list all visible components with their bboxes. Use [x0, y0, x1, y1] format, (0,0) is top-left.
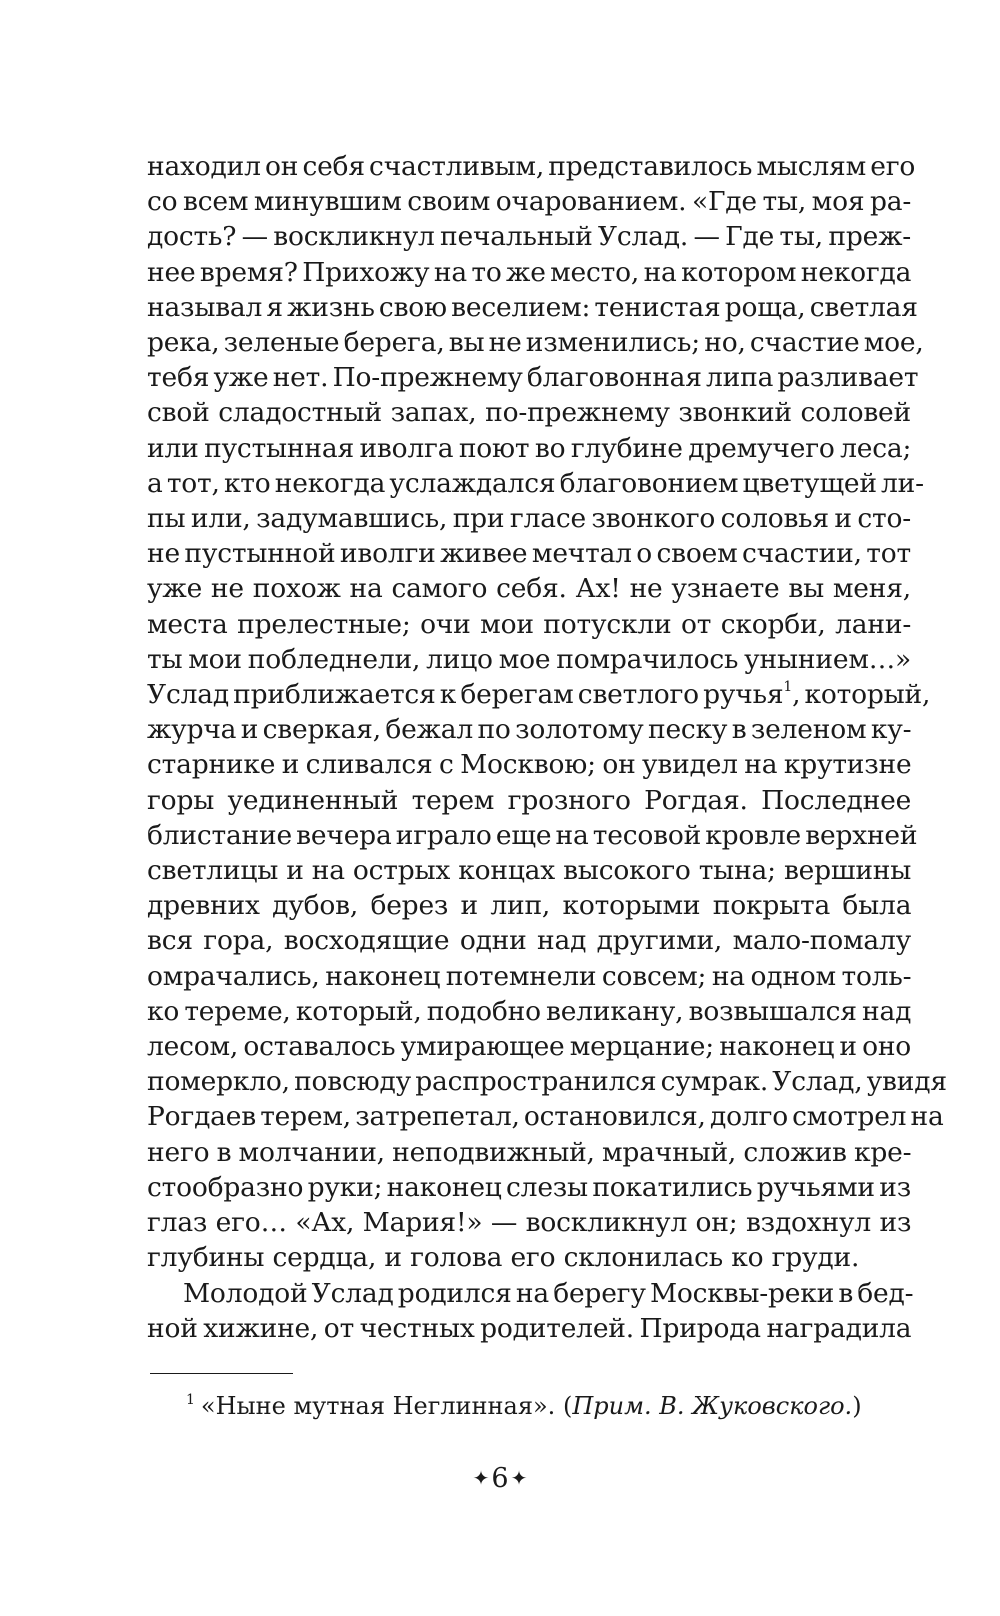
text-segment: , который, — [792, 679, 931, 711]
text-line: ной хижине, от честных родителей. Природа наградила — [147, 1312, 912, 1344]
paragraph-start-line: Молодой Услад родился на берегу Москвы-реки в бед- — [183, 1277, 914, 1309]
text-line: уже не похож на самого себя. Ах! не узнаете вы меня, — [147, 573, 911, 605]
text-line: померкло, повсюду распространился сумрак. Услад, увидя — [147, 1066, 947, 1098]
text-line: Рогдаев терем, затрепетал, остановился, долго смотрел на — [147, 1101, 944, 1133]
text-line: или пустынная иволга поют во глубине дремучего леса; — [147, 432, 912, 464]
footnote-text: «Ныне мутная Неглинная». ( — [200, 1392, 573, 1420]
text-line: ко тереме, который, подобно великану, возвышался над — [147, 995, 912, 1027]
ornament-right-icon: ✦ — [510, 1466, 528, 1490]
text-line: блистание вечера играло еще на тесовой кровле верхней — [147, 819, 918, 851]
page-number-value: 6 — [491, 1463, 509, 1494]
text-line: нее время? Прихожу на то же место, на котором некогда — [147, 256, 912, 288]
ornament-left-icon: ✦ — [472, 1466, 490, 1490]
text-line: старнике и сливался с Москвою; он увидел на крутизне — [147, 749, 912, 781]
footnote-attribution: Прим. В. Жуковского. — [572, 1392, 853, 1420]
footnote-divider — [150, 1373, 293, 1374]
text-line: свой сладостный запах, по-прежнему звонкий соловей — [147, 397, 911, 429]
footnote-mark: 1 — [186, 1392, 195, 1408]
footnote-close: ) — [852, 1392, 862, 1420]
text-line: древних дубов, берез и лип, которыми покрыта была — [147, 890, 912, 922]
text-line: дость? — воскликнул печальный Услад. — Где ты, преж- — [147, 221, 911, 253]
text-line: пы или, задумавшись, при гласе звонкого соловья и сто- — [147, 503, 911, 535]
text-line-with-footnote — [147, 677, 931, 712]
text-line: лесом, оставалось умирающее мерцание; наконец и оно — [147, 1031, 912, 1063]
text-line: тебя уже нет. По-прежнему благовонная липа разливает — [147, 362, 919, 394]
text-line: называл я жизнь свою веселием: тенистая роща, светлая — [147, 291, 918, 323]
page-number — [0, 1461, 1000, 1496]
paragraph-end-line: глубины сердца, и голова его склонилась ко груди. — [147, 1242, 860, 1274]
text-line: вся гора, восходящие одни над другими, мало-помалу — [147, 925, 911, 957]
footnote-reference: 1 — [783, 679, 793, 696]
text-line: омрачались, наконец потемнели совсем; на одном толь- — [147, 960, 912, 992]
text-line: стообразно руки; наконец слезы покатились ручьями из — [147, 1171, 911, 1203]
text-line: горы уединенный терем грозного Рогдая. Последнее — [147, 784, 912, 816]
text-line: него в молчании, неподвижный, мрачный, сложив кре- — [147, 1136, 912, 1168]
text-line: ты мои побледнели, лицо мое помрачилось унынием…» — [147, 643, 912, 675]
text-line: глаз его… «Ах, Мария!» — воскликнул он; вздохнул из — [147, 1207, 912, 1239]
text-line: река, зеленые берега, вы не изменились; но, счастие мое, — [147, 327, 924, 359]
text-line: находил он себя счастливым, представилось мыслям его — [147, 151, 916, 182]
main-text — [147, 149, 947, 1346]
text-line: не пустынной иволги живее мечтал о своем счастии, тот — [147, 538, 911, 570]
text-segment: Услад приближается к берегам светлого ручья — [147, 679, 784, 711]
text-line: а тот, кто некогда услаждался благовонием цветущей ли- — [147, 467, 924, 499]
text-line: журча и сверкая, бежал по золотому песку в зеленом ку- — [147, 714, 912, 746]
text-line: со всем минувшим своим очарованием. «Где ты, моя ра- — [147, 186, 912, 218]
text-line: светлицы и на острых концах высокого тына; вершины — [147, 855, 912, 887]
text-line: места прелестные; очи мои потускли от скорби, лани- — [147, 608, 912, 640]
footnote — [186, 1390, 906, 1422]
